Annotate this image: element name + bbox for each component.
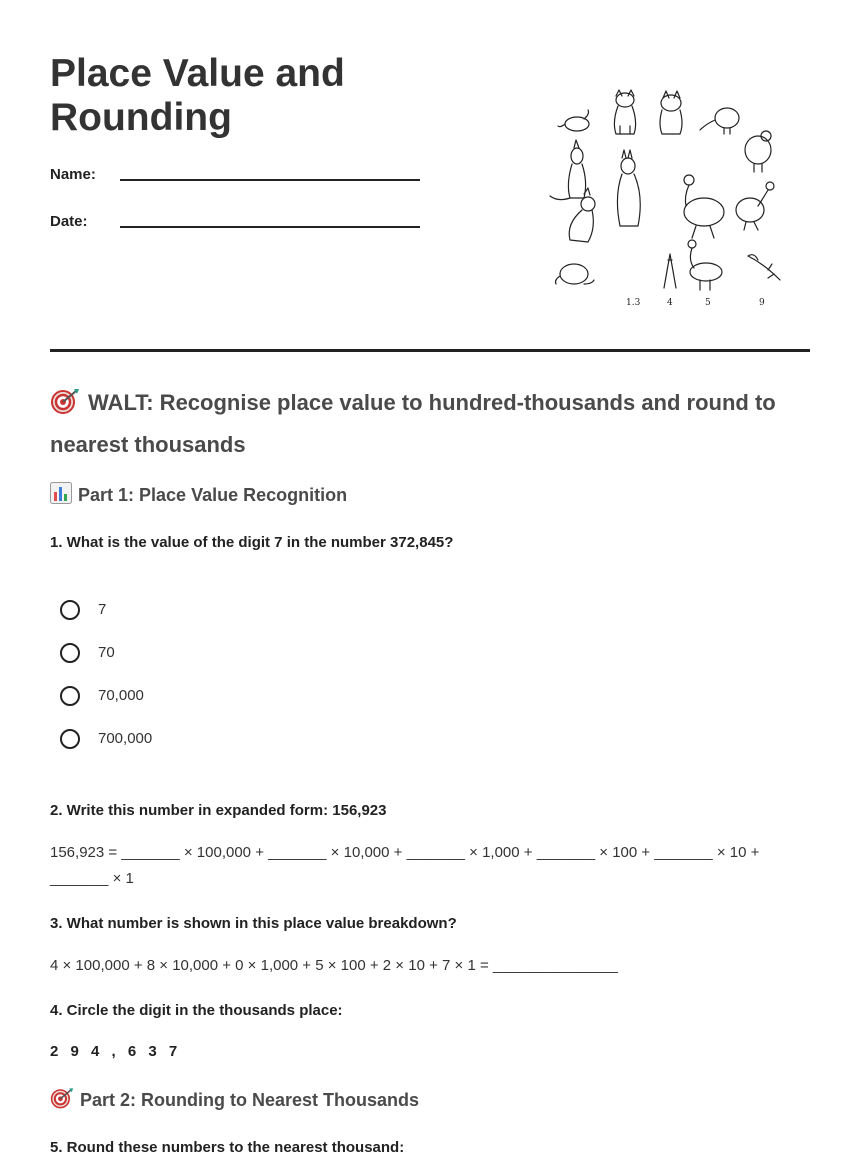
part1-heading-text: Part 1: Place Value Recognition	[78, 485, 348, 505]
emu-drawing-1	[684, 175, 724, 238]
sitting-animal-drawing-1	[614, 90, 635, 134]
option-label: 7	[98, 601, 107, 618]
sitting-animal-drawing-2	[660, 91, 682, 134]
question-2: 2. Write this number in expanded form: 156,923	[50, 802, 387, 819]
part1-heading	[50, 482, 810, 511]
worksheet-page	[50, 0, 810, 1161]
target-dart-icon	[50, 1087, 74, 1116]
question-3: 3. What number is shown in this place value breakdown?	[50, 915, 457, 932]
question-5: 5. Round these numbers to the nearest thousand:	[50, 1139, 405, 1156]
question-4: 4. Circle the digit in the thousands place:	[50, 1002, 343, 1019]
name-writing-line[interactable]	[120, 179, 420, 181]
name-label: Name:	[50, 166, 96, 183]
australian-animals-illustration	[544, 84, 784, 310]
option-label: 70	[98, 644, 115, 661]
walt-text: WALT: Recognise place value to hundred-thousands and round to nearest thousands	[50, 390, 776, 457]
bird-drawing-right	[736, 182, 774, 230]
kiwi-bird-drawing-2	[745, 131, 771, 172]
illustration-number-3: 5	[705, 298, 711, 308]
small-marsupial-drawing	[558, 110, 589, 131]
question-2-expanded-form-line[interactable]: 156,923 = _______ × 100,000 + _______ × 10,000 + _______ × 1,000 + _______ × 100 + _______ × 10 + _______ × 1	[50, 844, 760, 887]
part2-heading-text: Part 2: Rounding to Nearest Thousands	[80, 1090, 420, 1110]
emu-drawing-2	[688, 240, 722, 290]
walt-heading	[50, 384, 810, 464]
date-writing-line[interactable]	[120, 226, 420, 228]
illustration-number-4: 9	[759, 298, 765, 308]
lizard-drawing	[748, 255, 780, 280]
header-divider	[50, 349, 810, 352]
option-label: 700,000	[98, 730, 153, 747]
radio-button[interactable]	[60, 643, 80, 663]
question-3-breakdown-line[interactable]: 4 × 100,000 + 8 × 10,000 + 0 × 1,000 + 5 × 100 + 2 × 10 + 7 × 1 = _______________	[50, 957, 619, 974]
q1-option-7[interactable]	[60, 599, 360, 625]
date-field[interactable]	[50, 213, 420, 253]
worksheet-header	[50, 0, 810, 352]
platypus-drawing	[556, 264, 595, 284]
part2-heading	[50, 1087, 810, 1116]
question-1: 1. What is the value of the digit 7 in the number 372,845?	[50, 534, 454, 551]
kangaroo-drawing-1	[550, 140, 586, 200]
target-dart-icon	[50, 388, 80, 426]
bird-legs-drawing	[664, 254, 676, 288]
illustration-number-2: 4	[667, 298, 673, 308]
option-label: 70,000	[98, 687, 144, 704]
q1-option-70[interactable]	[60, 642, 360, 668]
radio-button[interactable]	[60, 729, 80, 749]
wallaby-drawing	[569, 188, 595, 242]
date-label: Date:	[50, 213, 88, 230]
illustration-number-1: 1.3	[626, 298, 641, 308]
kiwi-bird-drawing-1	[700, 108, 739, 134]
page-title: Place Value and Rounding	[50, 52, 345, 139]
name-field[interactable]	[50, 166, 420, 206]
question-4-digits[interactable]: 2 9 4 , 6 3 7	[50, 1043, 182, 1060]
q1-option-70000[interactable]	[60, 685, 360, 711]
radio-button[interactable]	[60, 686, 80, 706]
bar-chart-icon	[50, 482, 72, 511]
radio-button[interactable]	[60, 600, 80, 620]
kangaroo-drawing-2	[617, 150, 640, 226]
q1-option-700000[interactable]	[60, 728, 360, 754]
